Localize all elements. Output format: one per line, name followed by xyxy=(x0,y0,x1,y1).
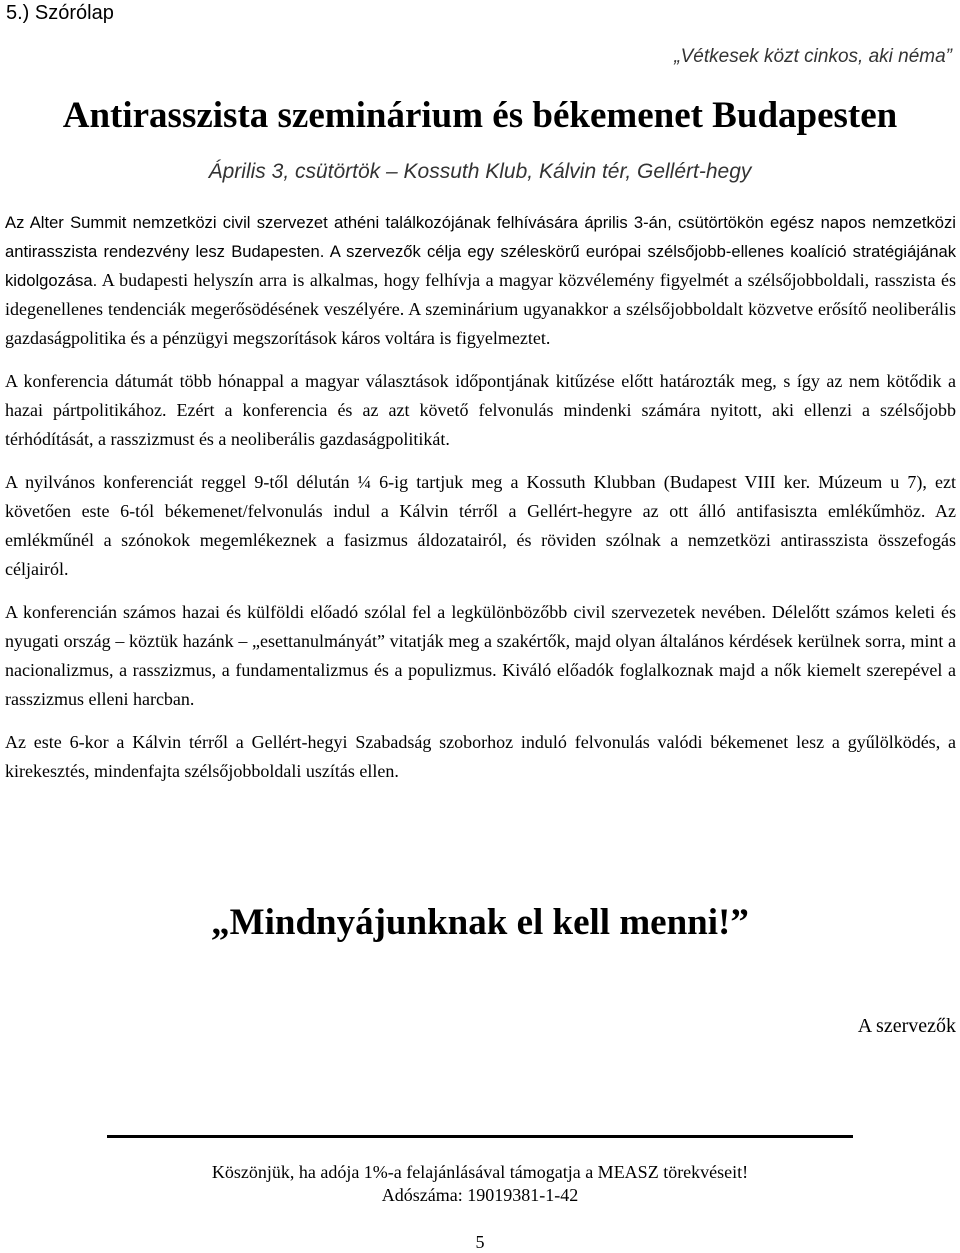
slogan: „Mindnyájunknak el kell menni!” xyxy=(211,902,749,943)
event-subtitle: Április 3, csütörtök – Kossuth Klub, Kálvin tér, Gellért-hegy xyxy=(208,160,752,183)
footer-divider xyxy=(107,1135,853,1138)
paragraph-date-context: A konferencia dátumát több hónappal a magyar választások időpontjának kitűzése előtt határozták meg, s így az nem kötődik a hazai pártpolitikához. Ezért a konferencia és az azt követő felvonulás mindenki számára nyitott, aki ellenzi a szélsőjobb térhódítását, a rasszizmust és a neoliberális gazdaságpolitikát. xyxy=(5,371,956,449)
paragraph-speakers: A konferencián számos hazai és külföldi előadó szólal fel a legkülönbözőbb civil szervezetek nevében. Délelőtt számos keleti és nyugati ország – köztük hazánk – „esettanulmányát” vitatják meg a szakértők, majd olyan általános kérdések kerülnek sorra, mint a nacionalizmus, a rasszizmus, a fundamentalizmus és a populizmus. Kiváló előadók foglalkoznak majd a nők kiemelt szerepével a rasszizmus elleni harcban. xyxy=(5,602,956,709)
paragraph-march: Az este 6-kor a Kálvin térről a Gellért-hegyi Szabadság szoborhoz induló felvonulás valódi békemenet lesz a gyűlölködés, a kirekesztés, mindenfajta szélsőjobboldali uszítás ellen. xyxy=(5,732,956,781)
page-number: 5 xyxy=(475,1232,485,1252)
paragraph-schedule: A nyilvános konferenciát reggel 9-től délután ¼ 6-ig tartjuk meg a Kossuth Klubban (Budapest VIII ker. Múzeum u 7), ezt követően este 6-tól békemenet/felvonulás indul a Kálvin térről a Gellért-hegyre az ott álló antifasiszta emlékűmhöz. Az emlékműnél a szónokok megemlékeznek a fasizmus áldozatairól, és röviden szólnak a nemzetközi antirasszista összefogás céljairól. xyxy=(5,472,956,579)
body-text xyxy=(5,208,956,800)
page-title: Antirasszista szeminárium és békemenet Budapesten xyxy=(62,95,898,136)
signature: A szervezők xyxy=(857,1015,956,1037)
paragraph-intro-lead: Az Alter Summit nemzetközi civil szervezet athéni találkozójának felhívására április 3-án, csütörtökön egész napos nemzetközi antirasszista rendezvény lesz Budapesten. A szervezők célja egy széleskörű európai szélsőjobb-ellenes koalíció stratégiájának kidolgozása. xyxy=(5,213,956,290)
paragraph-intro-rest: A budapesti helyszín arra is alkalmas, hogy felhívja a magyar közvélemény figyelmét a szélsőjobboldali, rasszista és idegenellenes tendenciák megerősödésének veszélyére. A szeminárium ugyanakkor a szélsőjobboldalt közvetve erősítő neoliberális gazdaságpolitika és a pénzügyi megszorítások káros voltára is figyelmeztet. xyxy=(5,270,956,348)
motto-quote: „Vétkesek közt cinkos, aki néma” xyxy=(674,46,952,67)
footer-thanks: Köszönjük, ha adója 1%-a felajánlásával támogatja a MEASZ törekvéseit! xyxy=(211,1162,749,1182)
paragraph-intro xyxy=(5,208,956,353)
footer-tax-id: Adószáma: 19019381-1-42 xyxy=(381,1185,579,1205)
section-label: 5.) Szórólap xyxy=(6,2,114,24)
